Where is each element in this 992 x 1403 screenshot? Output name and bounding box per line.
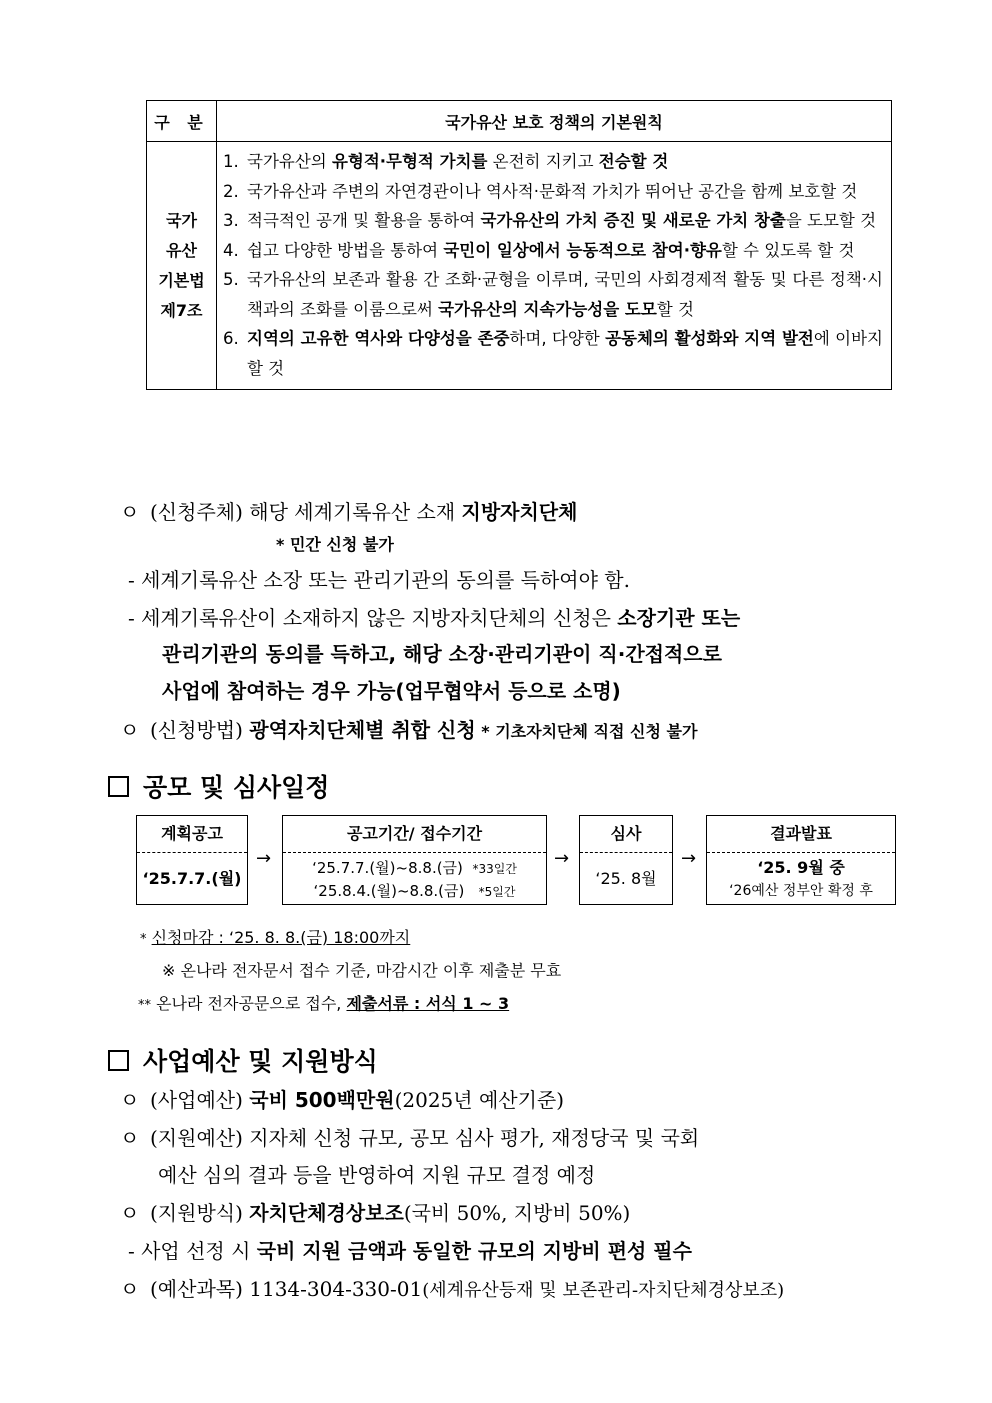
table-header-category: 구 분 [147,101,217,142]
budget-line-1 [120,1084,564,1113]
principle-plain: 국가유산의 [247,152,332,171]
principle-plain: 을 도모할 것 [785,211,877,230]
principle-text [247,236,883,266]
principle-plain: 쉽고 다양한 방법을 통하여 [247,240,444,260]
principle-plain: 하며, 다양한 [509,329,606,348]
budget-bold: 국비 500백만원 [249,1088,395,1112]
budget-line-2-cont: 예산 심의 결과 등을 반영하여 지원 규모 결정 예정 [158,1163,596,1187]
principles-table [146,100,892,390]
law-line: 유산 [166,240,197,260]
step-date: ‘25.7.7.(월) [142,869,242,888]
budget-dash [128,1235,692,1264]
budget-dash-bold: 국비 지원 금액과 동일한 규모의 지방비 편성 필수 [256,1239,692,1263]
schedule-step-announcement [136,815,248,905]
law-line: 제7조 [160,300,203,320]
asterisk: * [140,932,147,947]
principle-bold: 국민이 일상에서 능동적으로 참여·향유 [443,240,722,260]
step-title: 결과발표 [707,816,895,853]
law-line: 기본법 [158,270,205,290]
submission-docs: 제출서류 : 서식 1 ~ 3 [346,994,510,1013]
principle-item [223,236,883,266]
budget-rest: (국비 50%, 지방비 50%) [403,1201,631,1225]
deadline-note: ※ 온나라 전자문서 접수 기준, 마감시간 이후 제출분 무효 [162,961,562,980]
budget-rest: (세계유산등재 및 보존관리-자치단체경상보조) [422,1280,785,1301]
law-line: 국가 [166,210,197,230]
schedule-heading-text: 공모 및 심사일정 [143,773,330,802]
budget-heading-text: 사업예산 및 지원방식 [143,1047,378,1076]
principle-item [223,177,883,207]
step-title: 심사 [580,816,672,853]
arrow-icon: → [554,848,570,869]
applicant-dash-1: - 세계기록유산 소장 또는 관리기관의 동의를 득하여야 함. [128,568,630,592]
principle-bold: 국가유산의 가치 증진 및 새로운 가치 창출 [480,211,786,230]
applicant-dash-2-cont [162,638,722,667]
schedule-step-result [706,815,896,905]
principle-bold: 지역의 고유한 역사와 다양성을 존중 [247,329,510,348]
budget-line-4 [120,1273,784,1302]
principle-bold: 유형적·무형적 가치를 [331,152,488,171]
principle-item [223,147,883,177]
principle-plain: 적극적인 공개 및 활용을 통하여 [247,211,481,230]
applicant-bold: 지방자치단체 [461,500,578,524]
budget-line-2 [120,1122,699,1151]
deadline-text: 신청마감 : ‘25. 8. 8.(금) 18:00까지 [151,928,411,947]
principle-item [223,265,883,324]
principle-plain: 온전히 지키고 [487,152,599,171]
principle-item [223,324,883,383]
asterisk: ** [138,998,151,1013]
applicant-dash-2-bold-3: 사업에 참여하는 경우 가능(업무협약서 등으로 소명) [162,679,621,703]
schedule-heading [108,768,329,804]
method-line [120,714,697,743]
submission-text: 온나라 전자공문으로 접수, [156,994,347,1013]
step-date: ‘25. 9월 중 [757,858,845,877]
method-bold: 광역자치단체별 취합 신청 [249,718,476,742]
principle-bold: 공동체의 활성화와 지역 발전 [605,329,814,348]
principle-number: 5. [223,270,239,289]
square-box-icon [108,1050,129,1071]
applicant-dash-2-text: - 세계기록유산이 소재하지 않은 지방자치단체의 신청은 [128,606,618,630]
principle-number: 3. [223,211,239,230]
applicant-dash-2-bold: 소장기관 또는 [617,606,741,630]
bullet: ㅇ [120,500,140,524]
arrow-icon: → [681,848,697,869]
principle-text [247,324,883,383]
method-note: * 기초자치단체 직접 신청 불가 [475,722,698,741]
principle-plain: 할 수 있도록 할 것 [721,240,855,260]
principle-bold: 전승할 것 [598,152,669,171]
applicant-note: * 민간 신청 불가 [276,535,394,554]
step-period-row [283,880,546,903]
principle-number: 2. [223,181,239,201]
step-period-row [283,857,546,880]
step-period-note: *5일간 [478,885,516,899]
principle-text [247,177,883,207]
budget-label: (예산과목) 1134-304-330-01 [150,1277,423,1301]
principle-plain: 할 것 [656,299,694,319]
step-period: ‘25.7.7.(월)~8.8.(금) [312,859,463,877]
bullet: ㅇ [120,718,140,742]
applicant-label: (신청주체) 해당 세계기록유산 소재 [150,500,462,524]
arrow-icon: → [256,848,272,869]
applicant-dash-2-cont-2 [162,675,621,704]
bullet: ㅇ [120,1201,140,1225]
step-title: 공고기간/ 접수기간 [283,816,546,853]
deadline-line [140,925,410,948]
schedule-step-reception [282,815,547,905]
principles-list [217,142,892,390]
step-period: ‘25.8.4.(월)~8.8.(금) [313,882,465,900]
applicant-dash-2-bold-2: 관리기관의 동의를 득하고, 해당 소장·관리기관이 직·간접적으로 [162,642,722,666]
principle-bold: 국가유산의 지속가능성을 도모 [438,299,657,319]
table-header-principles: 국가유산 보호 정책의 기본원칙 [217,101,892,142]
principle-number: 4. [223,240,239,260]
step-date: ‘25. 8월 [595,869,657,888]
schedule-step-review [579,815,673,905]
budget-bold: 자치단체경상보조 [249,1201,404,1225]
bullet: ㅇ [120,1088,140,1112]
principle-plain: 국가유산의 보존과 활용 간 조화·균형을 이루며, 국민의 사회경제적 활동 및 다른 정책·시책과의 조화를 이룸으로써 [247,270,883,319]
submission-line [138,991,509,1014]
principle-number: 6. [223,329,239,348]
principle-text [247,206,883,236]
bullet: ㅇ [120,1277,140,1301]
step-date-note: ‘26예산 정부안 확정 후 [729,883,873,899]
budget-rest: (2025년 예산기준) [394,1088,565,1112]
method-label: (신청방법) [150,718,250,742]
principle-plain: 에 이바지할 것 [247,329,883,378]
bullet: ㅇ [120,1126,140,1150]
budget-heading [108,1042,378,1078]
square-box-icon [108,776,129,797]
budget-text: (지원예산) 지자체 신청 규모, 공모 심사 평가, 재정당국 및 국회 [150,1126,700,1150]
budget-label: (사업예산) [150,1088,250,1112]
budget-line-3 [120,1197,630,1226]
step-title: 계획공고 [137,816,247,853]
principle-plain: 국가유산과 주변의 자연경관이나 역사적·문화적 가치가 뛰어난 공간을 함께 보호할 것 [247,181,858,201]
principle-text [247,265,883,324]
law-reference-cell [147,142,217,390]
applicant-dash-2 [128,602,740,631]
budget-dash-text: - 사업 선정 시 [128,1239,257,1263]
principle-text [247,147,883,177]
principle-number: 1. [223,152,239,171]
applicant-line [120,496,577,525]
principle-item [223,206,883,236]
step-period-note: *33일간 [472,862,517,876]
budget-label: (지원방식) [150,1201,250,1225]
